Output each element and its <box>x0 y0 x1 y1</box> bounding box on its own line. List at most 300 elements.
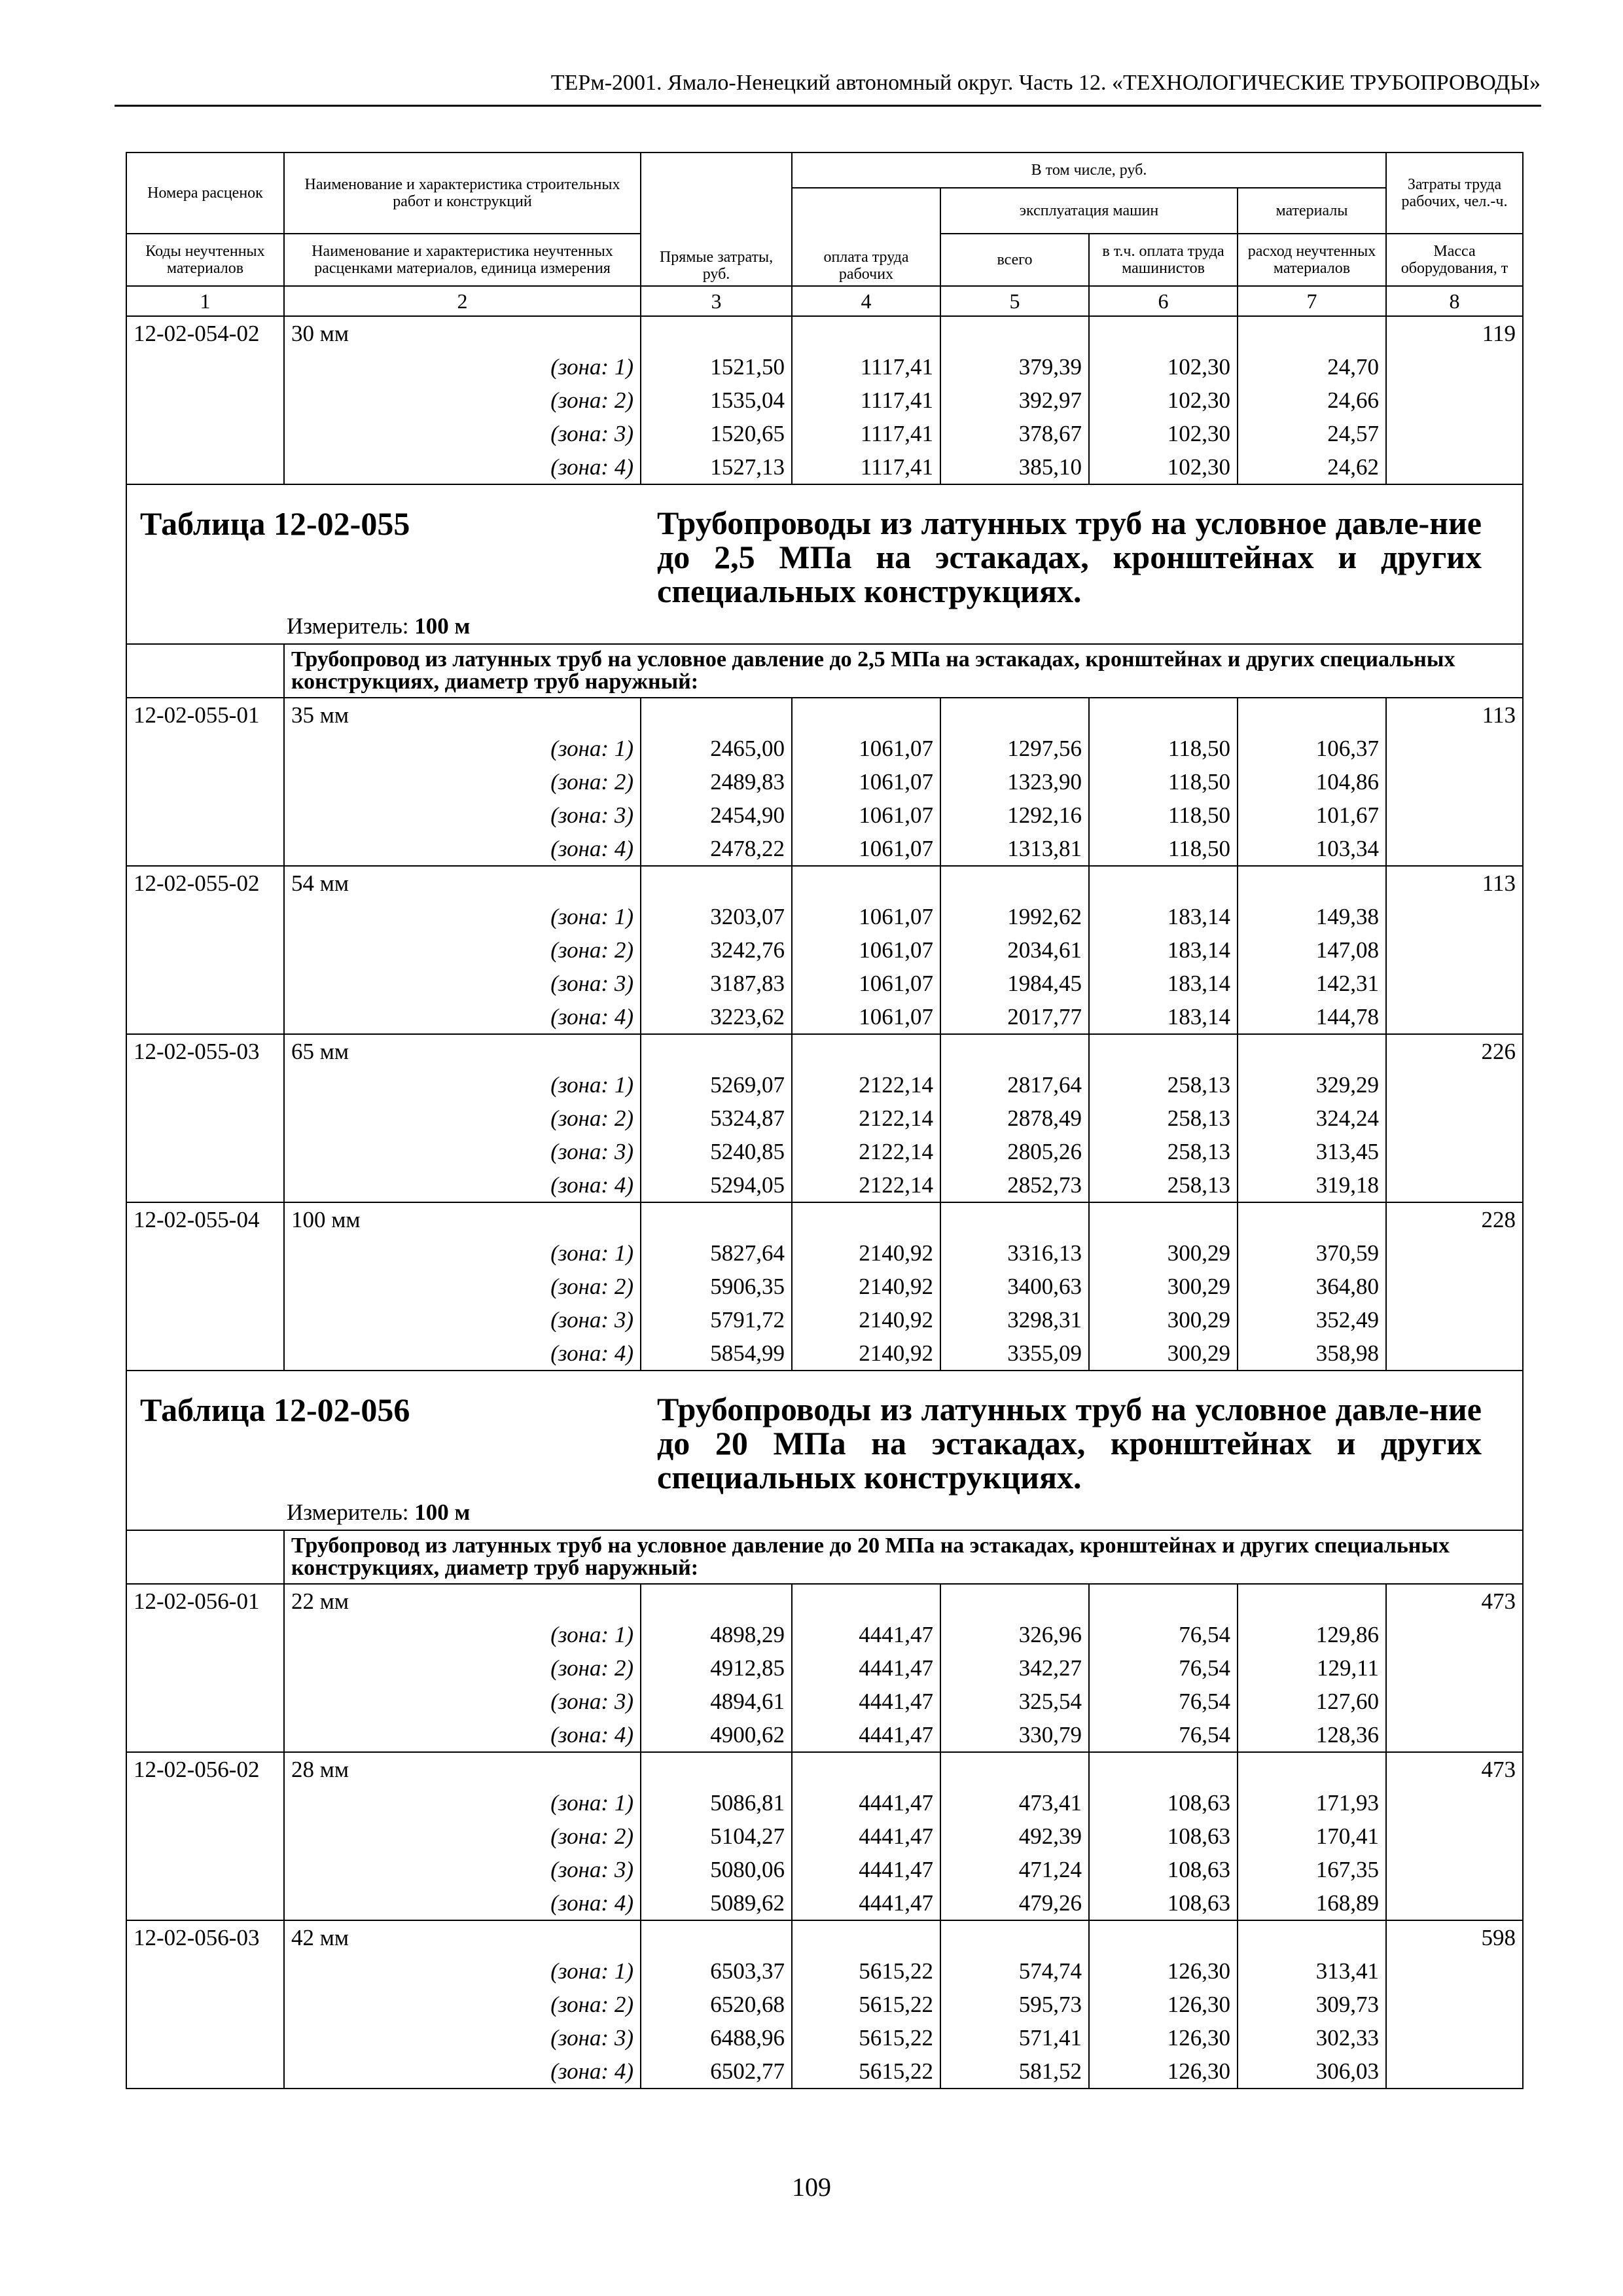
header-rule <box>115 105 1541 107</box>
machine-cost: 1323,90 <box>940 765 1089 798</box>
rate-code-row <box>126 316 1523 350</box>
empty-cell <box>1089 316 1238 350</box>
zone-label: (зона: 1) <box>284 900 641 933</box>
table-heading <box>126 484 1523 644</box>
empty-cell <box>1386 832 1523 866</box>
empty-cell <box>1386 1786 1523 1820</box>
rate-code: 12-02-055-02 <box>126 866 284 900</box>
materials-cost: 127,60 <box>1238 1685 1386 1718</box>
direct-cost: 5827,64 <box>641 1236 792 1270</box>
direct-cost: 5294,05 <box>641 1168 792 1202</box>
zone-row <box>126 1718 1523 1752</box>
driver-pay: 118,50 <box>1089 732 1238 765</box>
worker-pay: 4441,47 <box>792 1685 940 1718</box>
empty-cell <box>1089 1584 1238 1618</box>
zone-row <box>126 417 1523 450</box>
zone-row <box>126 933 1523 967</box>
zone-label: (зона: 2) <box>284 933 641 967</box>
col-header-naim: Наименование и характеристика строительных работ и конструкций <box>284 152 641 234</box>
driver-pay: 258,13 <box>1089 1135 1238 1168</box>
zone-label: (зона: 2) <box>284 765 641 798</box>
materials-cost: 168,89 <box>1238 1886 1386 1920</box>
meter-label: Измеритель: <box>287 613 409 639</box>
zone-row <box>126 1954 1523 1988</box>
rate-code: 12-02-056-02 <box>126 1752 284 1786</box>
col-header-oplata: оплата труда рабочих <box>792 188 940 286</box>
materials-cost: 313,41 <box>1238 1954 1386 1988</box>
empty-cell <box>126 900 284 933</box>
driver-pay: 126,30 <box>1089 1954 1238 1988</box>
empty-cell <box>940 1034 1089 1068</box>
labor-cost: 226 <box>1386 1034 1523 1068</box>
direct-cost: 1527,13 <box>641 450 792 484</box>
driver-pay: 300,29 <box>1089 1236 1238 1270</box>
empty-cell <box>1238 866 1386 900</box>
worker-pay: 1061,07 <box>792 967 940 1000</box>
zone-label: (зона: 2) <box>284 384 641 417</box>
zone-label: (зона: 2) <box>284 1988 641 2021</box>
zone-label: (зона: 4) <box>284 1718 641 1752</box>
driver-pay: 126,30 <box>1089 2021 1238 2054</box>
empty-cell <box>1386 900 1523 933</box>
materials-cost: 147,08 <box>1238 933 1386 967</box>
empty-cell <box>940 1752 1089 1786</box>
empty-cell <box>126 450 284 484</box>
table-heading <box>126 1371 1523 1530</box>
zone-label: (зона: 4) <box>284 1886 641 1920</box>
worker-pay: 1117,41 <box>792 384 940 417</box>
empty-cell <box>792 316 940 350</box>
rate-code-row <box>126 1920 1523 1954</box>
col-number: 2 <box>284 286 641 316</box>
materials-cost: 313,45 <box>1238 1135 1386 1168</box>
unit-meter <box>287 1499 1496 1526</box>
empty-cell <box>1386 1135 1523 1168</box>
worker-pay: 1061,07 <box>792 933 940 967</box>
zone-label: (зона: 1) <box>284 1786 641 1820</box>
price-table <box>126 152 1524 2089</box>
driver-pay: 300,29 <box>1089 1270 1238 1303</box>
materials-cost: 129,86 <box>1238 1618 1386 1651</box>
driver-pay: 102,30 <box>1089 417 1238 450</box>
empty-cell <box>1386 1820 1523 1853</box>
driver-pay: 76,54 <box>1089 1618 1238 1651</box>
empty-cell <box>1386 933 1523 967</box>
materials-cost: 171,93 <box>1238 1786 1386 1820</box>
zone-row <box>126 900 1523 933</box>
direct-cost: 6488,96 <box>641 2021 792 2054</box>
col-number: 6 <box>1089 286 1238 316</box>
worker-pay: 1061,07 <box>792 732 940 765</box>
materials-cost: 364,80 <box>1238 1270 1386 1303</box>
empty-cell <box>126 1853 284 1886</box>
empty-cell <box>940 1584 1089 1618</box>
direct-cost: 5791,72 <box>641 1303 792 1336</box>
empty-cell <box>1238 1752 1386 1786</box>
zone-label: (зона: 1) <box>284 1618 641 1651</box>
worker-pay: 4441,47 <box>792 1786 940 1820</box>
empty-cell <box>641 1752 792 1786</box>
zone-label: (зона: 3) <box>284 1135 641 1168</box>
zone-row <box>126 1135 1523 1168</box>
direct-cost: 6502,77 <box>641 2054 792 2089</box>
materials-cost: 306,03 <box>1238 2054 1386 2089</box>
empty-cell <box>1386 1236 1523 1270</box>
zone-row <box>126 1618 1523 1651</box>
machine-cost: 2805,26 <box>940 1135 1089 1168</box>
empty-cell <box>940 316 1089 350</box>
machine-cost: 330,79 <box>940 1718 1089 1752</box>
empty-cell <box>126 1236 284 1270</box>
empty-cell <box>126 644 284 698</box>
zone-label: (зона: 1) <box>284 350 641 384</box>
empty-cell <box>940 1920 1089 1954</box>
rate-code-row <box>126 1034 1523 1068</box>
table-description-row <box>126 644 1523 698</box>
empty-cell <box>126 350 284 384</box>
machine-cost: 3355,09 <box>940 1336 1089 1371</box>
worker-pay: 4441,47 <box>792 1820 940 1853</box>
empty-cell <box>1386 1853 1523 1886</box>
table-number: Таблица 12-02-056 <box>140 1391 410 1428</box>
machine-cost: 385,10 <box>940 450 1089 484</box>
direct-cost: 1521,50 <box>641 350 792 384</box>
col-header-kody: Коды неучтенных материалов <box>126 234 284 286</box>
machine-cost: 595,73 <box>940 1988 1089 2021</box>
empty-cell <box>126 732 284 765</box>
table-description: Трубопровод из латунных труб на условное давление до 2,5 МПа на эстакадах, кронштейнах и других специальных конструкциях, диаметр труб наружный: <box>284 644 1523 698</box>
machine-cost: 3400,63 <box>940 1270 1089 1303</box>
empty-cell <box>940 698 1089 732</box>
machine-cost: 581,52 <box>940 2054 1089 2089</box>
page-header: ТЕРм-2001. Ямало-Ненецкий автономный округ. Часть 12. «ТЕХНОЛОГИЧЕСКИЕ ТРУБОПРОВОДЫ» <box>550 71 1541 95</box>
materials-cost: 24,62 <box>1238 450 1386 484</box>
zone-label: (зона: 4) <box>284 450 641 484</box>
empty-cell <box>1386 1718 1523 1752</box>
materials-cost: 370,59 <box>1238 1236 1386 1270</box>
empty-cell <box>1386 450 1523 484</box>
driver-pay: 183,14 <box>1089 967 1238 1000</box>
col-header-zatraty: Затраты труда рабочих, чел.-ч. <box>1386 152 1523 234</box>
zone-label: (зона: 1) <box>284 1236 641 1270</box>
driver-pay: 126,30 <box>1089 1988 1238 2021</box>
rate-code: 12-02-056-01 <box>126 1584 284 1618</box>
worker-pay: 1061,07 <box>792 900 940 933</box>
zone-row <box>126 1820 1523 1853</box>
worker-pay: 4441,47 <box>792 1886 940 1920</box>
empty-cell <box>126 1530 284 1584</box>
empty-cell <box>1089 1034 1238 1068</box>
empty-cell <box>792 1034 940 1068</box>
zone-row <box>126 1102 1523 1135</box>
empty-cell <box>1386 1618 1523 1651</box>
machine-cost: 1297,56 <box>940 732 1089 765</box>
pipe-diameter: 28 мм <box>284 1752 641 1786</box>
zone-label: (зона: 3) <box>284 967 641 1000</box>
worker-pay: 5615,22 <box>792 2054 940 2089</box>
worker-pay: 2140,92 <box>792 1270 940 1303</box>
empty-cell <box>940 866 1089 900</box>
empty-cell <box>126 1336 284 1371</box>
zone-row <box>126 765 1523 798</box>
col-header-materialy: материалы <box>1238 188 1386 234</box>
empty-cell <box>1386 2021 1523 2054</box>
rate-code-row <box>126 1202 1523 1236</box>
zone-row <box>126 798 1523 832</box>
machine-cost: 326,96 <box>940 1618 1089 1651</box>
empty-cell <box>1089 866 1238 900</box>
driver-pay: 76,54 <box>1089 1685 1238 1718</box>
empty-cell <box>1089 1920 1238 1954</box>
table-heading-row <box>126 1371 1523 1530</box>
empty-cell <box>126 1954 284 1988</box>
empty-cell <box>1386 1068 1523 1102</box>
zone-label: (зона: 3) <box>284 1303 641 1336</box>
empty-cell <box>1386 732 1523 765</box>
zone-label: (зона: 4) <box>284 832 641 866</box>
worker-pay: 1117,41 <box>792 350 940 384</box>
empty-cell <box>792 1920 940 1954</box>
empty-cell <box>126 1718 284 1752</box>
materials-cost: 129,11 <box>1238 1651 1386 1685</box>
rate-code-row <box>126 866 1523 900</box>
machine-cost: 1984,45 <box>940 967 1089 1000</box>
machine-cost: 342,27 <box>940 1651 1089 1685</box>
worker-pay: 1117,41 <box>792 417 940 450</box>
worker-pay: 1061,07 <box>792 1000 940 1034</box>
empty-cell <box>126 1820 284 1853</box>
table-description-row <box>126 1530 1523 1584</box>
page-number: 109 <box>792 2172 831 2202</box>
empty-cell <box>1238 1584 1386 1618</box>
labor-cost: 598 <box>1386 1920 1523 1954</box>
empty-cell <box>641 1034 792 1068</box>
empty-cell <box>126 1068 284 1102</box>
direct-cost: 3187,83 <box>641 967 792 1000</box>
empty-cell <box>792 1584 940 1618</box>
materials-cost: 309,73 <box>1238 1988 1386 2021</box>
col-number: 1 <box>126 286 284 316</box>
empty-cell <box>1386 1270 1523 1303</box>
machine-cost: 2852,73 <box>940 1168 1089 1202</box>
machine-cost: 3298,31 <box>940 1303 1089 1336</box>
materials-cost: 352,49 <box>1238 1303 1386 1336</box>
pipe-diameter: 22 мм <box>284 1584 641 1618</box>
empty-cell <box>940 1202 1089 1236</box>
empty-cell <box>1386 798 1523 832</box>
zone-row <box>126 2021 1523 2054</box>
zone-row <box>126 1303 1523 1336</box>
machine-cost: 473,41 <box>940 1786 1089 1820</box>
rate-code: 12-02-055-04 <box>126 1202 284 1236</box>
empty-cell <box>126 1685 284 1718</box>
zone-row <box>126 832 1523 866</box>
empty-cell <box>1386 765 1523 798</box>
worker-pay: 1117,41 <box>792 450 940 484</box>
worker-pay: 2140,92 <box>792 1303 940 1336</box>
empty-cell <box>1089 1202 1238 1236</box>
unit-meter <box>287 613 1496 639</box>
zone-row <box>126 1168 1523 1202</box>
zone-row <box>126 2054 1523 2089</box>
empty-cell <box>1238 1034 1386 1068</box>
zone-label: (зона: 4) <box>284 1000 641 1034</box>
zone-row <box>126 1651 1523 1685</box>
empty-cell <box>126 1270 284 1303</box>
materials-cost: 167,35 <box>1238 1853 1386 1886</box>
driver-pay: 76,54 <box>1089 1651 1238 1685</box>
direct-cost: 4894,61 <box>641 1685 792 1718</box>
driver-pay: 118,50 <box>1089 832 1238 866</box>
labor-cost: 113 <box>1386 698 1523 732</box>
rate-code-row <box>126 1752 1523 1786</box>
machine-cost: 325,54 <box>940 1685 1089 1718</box>
empty-cell <box>1386 1651 1523 1685</box>
driver-pay: 118,50 <box>1089 765 1238 798</box>
zone-label: (зона: 4) <box>284 1336 641 1371</box>
empty-cell <box>1238 1202 1386 1236</box>
direct-cost: 5104,27 <box>641 1820 792 1853</box>
direct-cost: 4900,62 <box>641 1718 792 1752</box>
table-title: Трубопроводы из латунных труб на условное давле-ние до 2,5 МПа на эстакадах, кронштейнах и других специальных конструкциях. <box>657 505 1482 609</box>
direct-cost: 5089,62 <box>641 1886 792 1920</box>
empty-cell <box>1386 1685 1523 1718</box>
materials-cost: 142,31 <box>1238 967 1386 1000</box>
machine-cost: 379,39 <box>940 350 1089 384</box>
machine-cost: 1292,16 <box>940 798 1089 832</box>
worker-pay: 5615,22 <box>792 2021 940 2054</box>
pipe-diameter: 54 мм <box>284 866 641 900</box>
col-header-pryamye: Прямые затраты, руб. <box>641 152 792 286</box>
worker-pay: 1061,07 <box>792 765 940 798</box>
zone-row <box>126 1685 1523 1718</box>
direct-cost: 2465,00 <box>641 732 792 765</box>
empty-cell <box>1386 1303 1523 1336</box>
zone-row <box>126 450 1523 484</box>
col-number: 8 <box>1386 286 1523 316</box>
machine-cost: 479,26 <box>940 1886 1089 1920</box>
driver-pay: 102,30 <box>1089 384 1238 417</box>
machine-cost: 2878,49 <box>940 1102 1089 1135</box>
machine-cost: 3316,13 <box>940 1236 1089 1270</box>
driver-pay: 258,13 <box>1089 1102 1238 1135</box>
zone-label: (зона: 3) <box>284 798 641 832</box>
meter-value: 100 м <box>414 1499 471 1525</box>
empty-cell <box>126 765 284 798</box>
driver-pay: 126,30 <box>1089 2054 1238 2089</box>
empty-cell <box>126 2054 284 2089</box>
labor-cost: 228 <box>1386 1202 1523 1236</box>
materials-cost: 144,78 <box>1238 1000 1386 1034</box>
zone-row <box>126 1786 1523 1820</box>
worker-pay: 4441,47 <box>792 1651 940 1685</box>
empty-cell <box>1386 417 1523 450</box>
empty-cell <box>792 698 940 732</box>
empty-cell <box>126 2021 284 2054</box>
empty-cell <box>126 798 284 832</box>
empty-cell <box>792 866 940 900</box>
zone-label: (зона: 1) <box>284 732 641 765</box>
zone-label: (зона: 3) <box>284 417 641 450</box>
zone-label: (зона: 2) <box>284 1270 641 1303</box>
worker-pay: 2140,92 <box>792 1236 940 1270</box>
empty-cell <box>641 316 792 350</box>
empty-cell <box>641 1920 792 1954</box>
machine-cost: 2034,61 <box>940 933 1089 967</box>
direct-cost: 5854,99 <box>641 1336 792 1371</box>
zone-label: (зона: 1) <box>284 1068 641 1102</box>
direct-cost: 1535,04 <box>641 384 792 417</box>
direct-cost: 5080,06 <box>641 1853 792 1886</box>
empty-cell <box>126 1886 284 1920</box>
direct-cost: 3223,62 <box>641 1000 792 1034</box>
materials-cost: 329,29 <box>1238 1068 1386 1102</box>
worker-pay: 2122,14 <box>792 1168 940 1202</box>
labor-cost: 119 <box>1386 316 1523 350</box>
materials-cost: 324,24 <box>1238 1102 1386 1135</box>
materials-cost: 149,38 <box>1238 900 1386 933</box>
rate-code: 12-02-054-02 <box>126 316 284 350</box>
direct-cost: 1520,65 <box>641 417 792 450</box>
labor-cost: 113 <box>1386 866 1523 900</box>
materials-cost: 302,33 <box>1238 2021 1386 2054</box>
empty-cell <box>1386 384 1523 417</box>
empty-cell <box>126 933 284 967</box>
worker-pay: 5615,22 <box>792 1954 940 1988</box>
empty-cell <box>1238 1920 1386 1954</box>
pipe-diameter: 35 мм <box>284 698 641 732</box>
empty-cell <box>126 1618 284 1651</box>
driver-pay: 183,14 <box>1089 933 1238 967</box>
column-numbers-row <box>126 286 1523 316</box>
direct-cost: 2489,83 <box>641 765 792 798</box>
driver-pay: 76,54 <box>1089 1718 1238 1752</box>
meter-value: 100 м <box>414 613 471 639</box>
machine-cost: 378,67 <box>940 417 1089 450</box>
empty-cell <box>126 1102 284 1135</box>
pipe-diameter: 100 мм <box>284 1202 641 1236</box>
pipe-diameter: 42 мм <box>284 1920 641 1954</box>
worker-pay: 4441,47 <box>792 1853 940 1886</box>
col-header-ekspl: эксплуатация машин <box>940 188 1238 234</box>
machine-cost: 492,39 <box>940 1820 1089 1853</box>
empty-cell <box>1386 1886 1523 1920</box>
machine-cost: 574,74 <box>940 1954 1089 1988</box>
zone-row <box>126 1886 1523 1920</box>
driver-pay: 183,14 <box>1089 1000 1238 1034</box>
col-header-vsego: всего <box>940 234 1089 286</box>
machine-cost: 471,24 <box>940 1853 1089 1886</box>
zone-row <box>126 350 1523 384</box>
driver-pay: 183,14 <box>1089 900 1238 933</box>
machine-cost: 2817,64 <box>940 1068 1089 1102</box>
empty-cell <box>126 1000 284 1034</box>
materials-cost: 170,41 <box>1238 1820 1386 1853</box>
labor-cost: 473 <box>1386 1584 1523 1618</box>
zone-row <box>126 1853 1523 1886</box>
worker-pay: 5615,22 <box>792 1988 940 2021</box>
zone-row <box>126 967 1523 1000</box>
col-header-v-tom: В том числе, руб. <box>792 152 1386 188</box>
pipe-diameter: 30 мм <box>284 316 641 350</box>
worker-pay: 1061,07 <box>792 798 940 832</box>
zone-label: (зона: 4) <box>284 2054 641 2089</box>
driver-pay: 108,63 <box>1089 1820 1238 1853</box>
zone-row <box>126 384 1523 417</box>
materials-cost: 24,66 <box>1238 384 1386 417</box>
empty-cell <box>126 1651 284 1685</box>
rate-code: 12-02-055-01 <box>126 698 284 732</box>
